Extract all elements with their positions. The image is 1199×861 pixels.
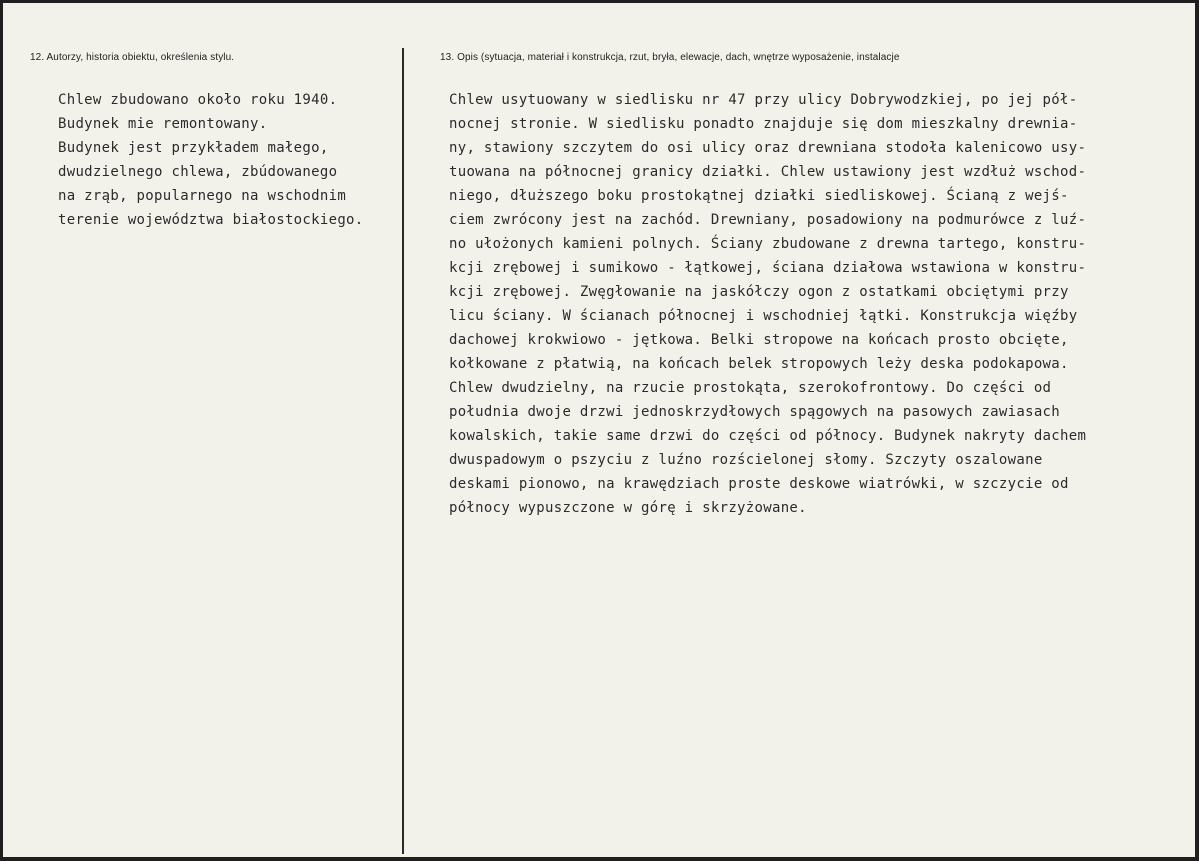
text-line: Budynek mie remontowany. (58, 116, 268, 132)
text-line: południa dwoje drzwi jednoskrzydłowych spągowych na pasowych zawiasach (449, 404, 1061, 420)
text-line: kcji zrębowej. Zwęgłowanie na jaskółczy ogon z ostatkami obciętymi przy (449, 284, 1069, 300)
text-line: tuowana na północnej granicy działki. Chlew ustawiony jest wzdłuż wschod- (449, 164, 1087, 180)
card-border-top (0, 0, 1199, 3)
text-line: kcji zrębowej i sumikowo - łątkowej, ściana działowa wstawiona w konstru- (449, 260, 1087, 276)
section-12-text (58, 88, 364, 232)
text-line: dwuspadowym o pszyciu z luźno rozścielonej słomy. Szczyty oszalowane (449, 452, 1043, 468)
section-13-text (449, 88, 1086, 520)
card-border-right (1195, 0, 1199, 861)
text-line: deskami pionowo, na krawędziach proste deskowe wiatrówki, w szczycie od (449, 476, 1069, 492)
text-line: nocnej stronie. W siedlisku ponadto znajduje się dom mieszkalny drewnia- (449, 116, 1078, 132)
text-line: licu ściany. W ścianach północnej i wschodniej łątki. Konstrukcja więźby (449, 308, 1078, 324)
card-border-left (0, 0, 3, 861)
text-line: ciem zwrócony jest na zachód. Drewniany, posadowiony na podmurówce z luź- (449, 212, 1087, 228)
text-line: kołkowane z płatwią, na końcach belek stropowych leży deska podokapowa. (449, 356, 1069, 372)
text-line: Chlew dwudzielny, na rzucie prostokąta, szerokofrontowy. Do części od (449, 380, 1052, 396)
text-line: Budynek jest przykładem małego, (58, 140, 329, 156)
text-line: Chlew zbudowano około roku 1940. (58, 92, 338, 108)
section-13-label: 13. Opis (sytuacja, materiał i konstrukcja, rzut, bryła, elewacje, dach, wnętrze wyposażenie, instalacje (440, 52, 900, 63)
text-line: kowalskich, takie same drzwi do części od północy. Budynek nakryty dachem (449, 428, 1087, 444)
section-12-label: 12. Autorzy, historia obiektu, określenia stylu. (30, 52, 235, 63)
text-line: dwudzielnego chlewa, zbúdowanego (58, 164, 338, 180)
column-divider (402, 48, 404, 854)
text-line: Chlew usytuowany w siedlisku nr 47 przy ulicy Dobrywodzkiej, po jej pół- (449, 92, 1078, 108)
text-line: ny, stawiony szczytem do osi ulicy oraz drewniana stodoła kalenicowo usy- (449, 140, 1087, 156)
text-line: północy wypuszczone w górę i skrzyżowane. (449, 500, 807, 516)
text-line: terenie województwa białostockiego. (58, 212, 364, 228)
text-line: niego, dłuższego boku prostokątnej działki siedliskowej. Ścianą z wejś- (449, 188, 1069, 204)
text-line: na zrąb, popularnego na wschodnim (58, 188, 347, 204)
card-border-bottom (0, 857, 1199, 861)
text-line: dachowej krokwiowo - jętkowa. Belki stropowe na końcach prosto obcięte, (449, 332, 1069, 348)
text-line: no ułożonych kamieni polnych. Ściany zbudowane z drewna tartego, konstru- (449, 236, 1087, 252)
